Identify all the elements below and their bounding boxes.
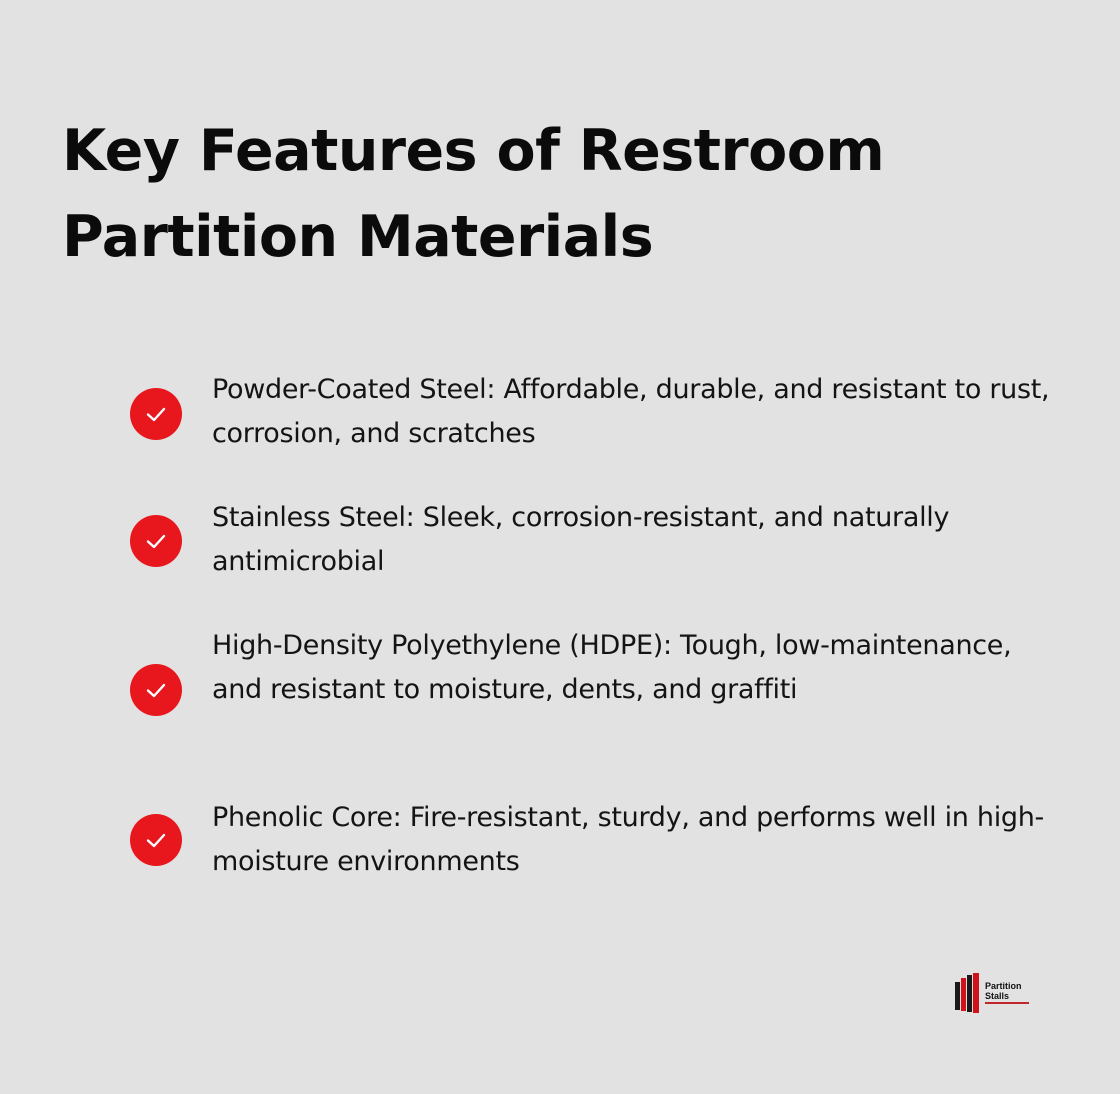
check-icon <box>130 814 182 866</box>
logo-text-line1: Partition <box>985 981 1022 991</box>
logo-text-line2: Stalls <box>985 991 1010 1001</box>
list-item <box>130 368 1060 458</box>
list-item <box>130 624 1060 758</box>
list-item-text: High-Density Polyethylene (HDPE): Tough, low-maintenance, and resistant to moisture, dents, and graffiti <box>212 630 1012 705</box>
brand-logo <box>953 972 1033 1014</box>
check-icon <box>130 388 182 440</box>
list-item-text: Powder-Coated Steel: Affordable, durable, and resistant to rust, corrosion, and scratches <box>212 374 1050 449</box>
page-title: Key Features of Restroom Partition Materials <box>62 118 885 270</box>
logo-tagline-bar <box>985 1002 1029 1004</box>
check-icon <box>130 664 182 716</box>
list-item-text: Phenolic Core: Fire-resistant, sturdy, and performs well in high-moisture environments <box>212 802 1045 877</box>
list-item-text: Stainless Steel: Sleek, corrosion-resistant, and naturally antimicrobial <box>212 502 950 577</box>
logo-bars-icon <box>953 972 983 1014</box>
check-icon <box>130 515 182 567</box>
list-item <box>130 496 1060 586</box>
list-item <box>130 796 1060 886</box>
